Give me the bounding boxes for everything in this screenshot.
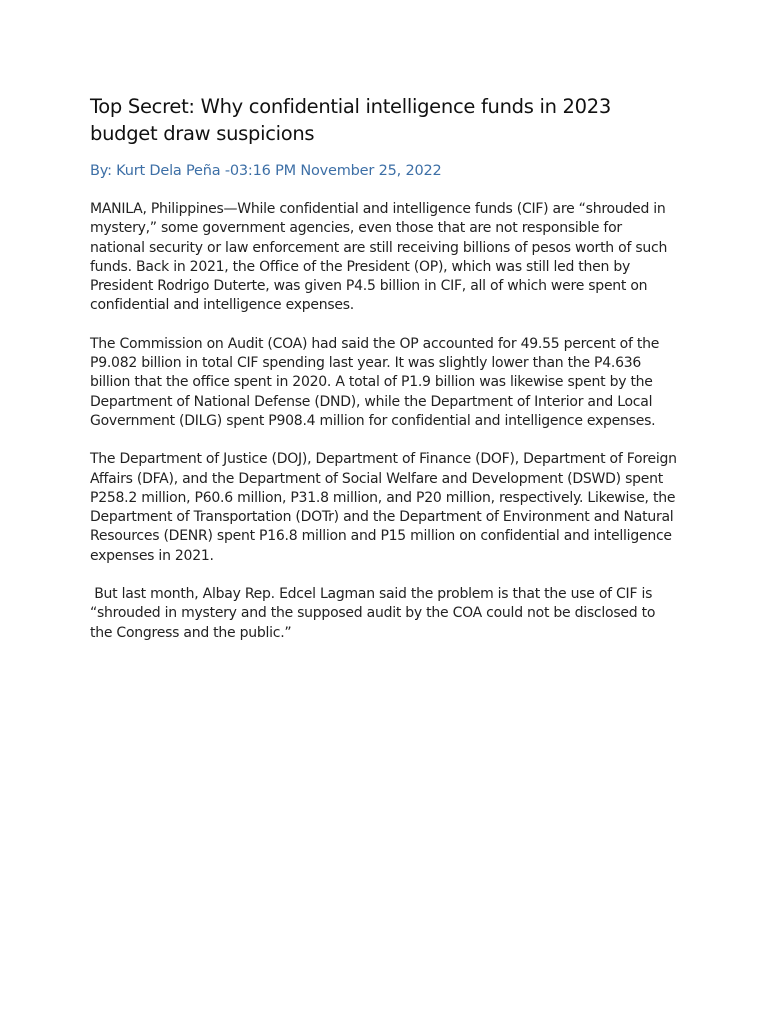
article-paragraph: But last month, Albay Rep. Edcel Lagman said the problem is that the use of CIF is “shrouded in mystery and the supposed audit by the COA could not be disclosed to the Congress and the public.” [90,586,660,641]
article-paragraph: MANILA, Philippines—While confidential and intelligence funds (CIF) are “shrouded in mystery,” some government agencies, even those that are not responsible for national security or law enforcement are still receiving billions of pesos worth of such funds. Back in 2021, the Office of the President (OP), which was still led then by President Rodrigo Duterte, was given P4.5 billion in CIF, all of which were spent on confidential and intelligence expenses. [90,201,668,314]
article-body [90,200,678,643]
article-title: Top Secret: Why confidential intelligence funds in 2023 budget draw suspicions [90,95,611,145]
article-paragraph: The Department of Justice (DOJ), Department of Finance (DOF), Department of Foreign Affairs (DFA), and the Department of Social Welfare and Development (DSWD) spent P258.2 million, P60.6 million, P31.8 million, and P20 million, respectively. Likewise, the Department of Transportation (DOTr) and the Department of Environment and Natural Resources (DENR) spent P16.8 million and P15 million on confidential and intelligence expenses in 2021. [90,451,677,564]
article [90,93,678,662]
article-byline: By: Kurt Dela Peña -03:16 PM November 25, 2022 [90,163,442,179]
article-paragraph: The Commission on Audit (COA) had said the OP accounted for 49.55 percent of the P9.082 billion in total CIF spending last year. It was slightly lower than the P4.636 billion that the office spent in 2020. A total of P1.9 billion was likewise spent by the Department of National Defense (DND), while the Department of Interior and Local Government (DILG) spent P908.4 million for confidential and intelligence expenses. [90,335,660,429]
